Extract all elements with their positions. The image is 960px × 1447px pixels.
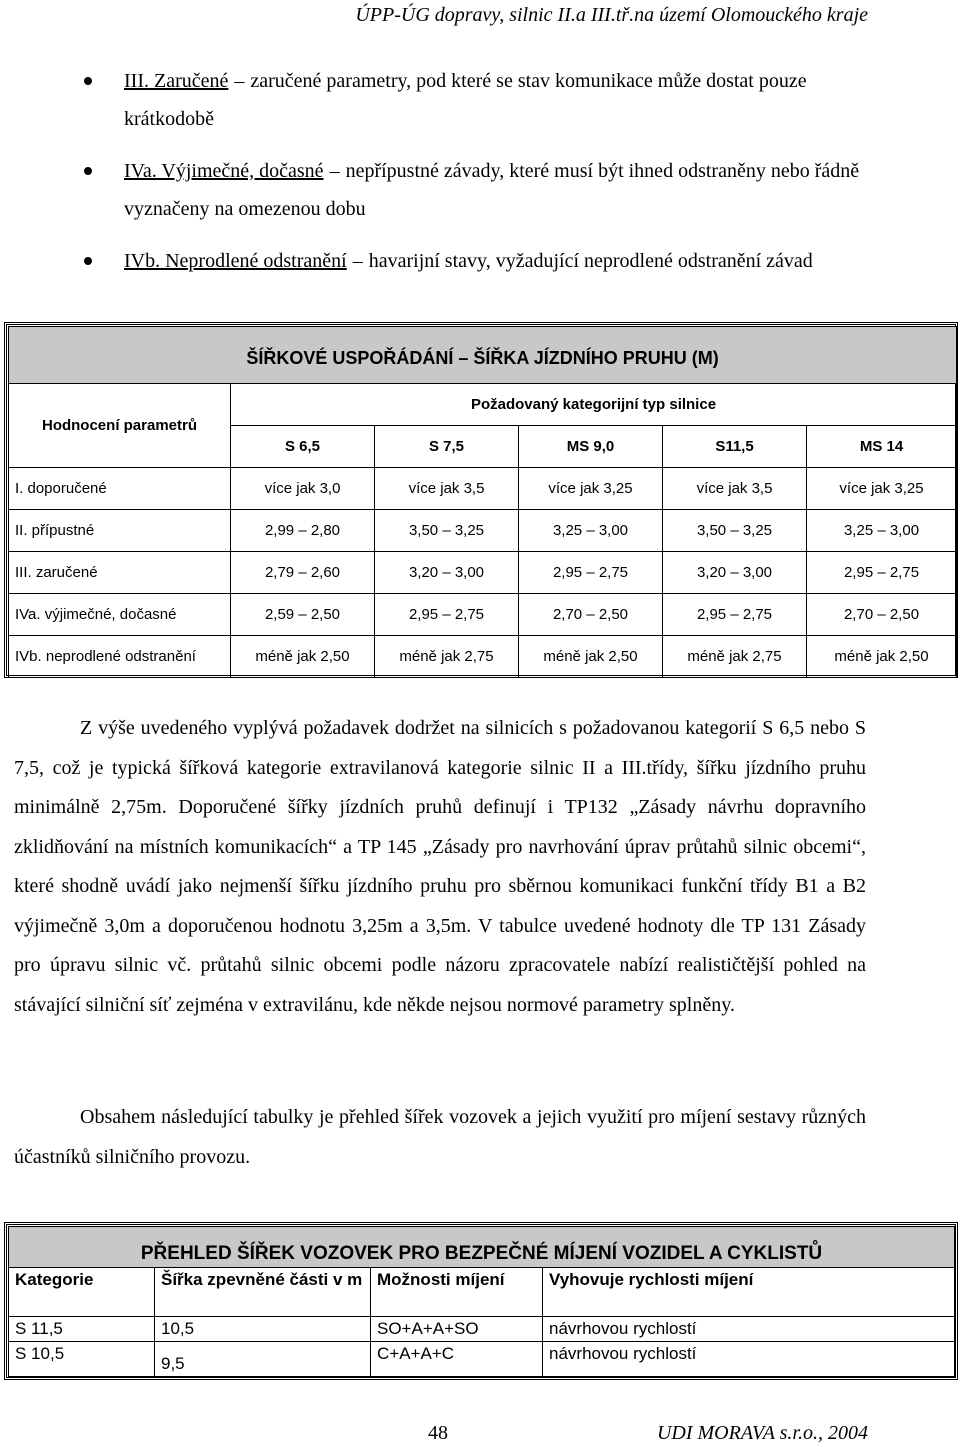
table1-cell: více jak 3,5 <box>375 468 519 510</box>
table2-cell: S 11,5 <box>9 1317 155 1342</box>
table-row <box>9 468 957 510</box>
table2-header: Možnosti míjení <box>371 1268 543 1317</box>
bullet-text: nepřípustné závady, které musí být ihned odstraněny nebo řádně vyznačeny na omezenou dobu <box>124 160 860 220</box>
footer-company: UDI MORAVA s.r.o., 2004 <box>656 1422 868 1444</box>
table2-cell: SO+A+A+SO <box>371 1317 543 1342</box>
table1-category: MS 9,0 <box>519 426 663 468</box>
bullet-dot-icon <box>84 257 92 265</box>
table2-cell: návrhovou rychlostí <box>543 1342 955 1377</box>
bullet-text: zaručené parametry, pod které se stav komunikace může dostat pouze krátkodobě <box>124 70 807 130</box>
bullet-label: IVa. Výjimečné, dočasné <box>124 160 324 182</box>
table2-cell: S 10,5 <box>9 1342 155 1377</box>
table1-cell: více jak 3,25 <box>519 468 663 510</box>
bullet-item: III. Zaručené – zaručené parametry, pod které se stav komunikace může dostat pouze krátkodobě <box>0 62 960 138</box>
bullet-item: IVa. Výjimečné, dočasné – nepřípustné závady, které musí být ihned odstraněny nebo řádně vyznačeny na omezenou dobu <box>0 152 960 228</box>
table1-row-label: IVa. výjimečné, dočasné <box>9 594 231 636</box>
table-row <box>9 510 957 552</box>
paragraph-requirements: Z výše uvedeného vyplývá požadavek dodržet na silnicích s požadovanou kategorií S 6,5 nebo S 7,5, což je typická šířková kategorie extravilanová kategorie silnic II a III.třídy, šířku jízdního pruhu minimálně 2,75m. Doporučené šířky jízdních pruhů definují i TP132 „Zásady návrhu dopravního zklidňování na místních komunikacích“ a TP 145 „Zásady pro navrhování úprav průtahů silnic obcemi“, které shodně uvádí jako nejmenší šířku jízdního pruhu pro sběrnou komunikaci funkční třídy B1 a B2 výjimečně 3,0m a doporučenou hodnotu 3,25m a 3,5m. V tabulce uvedené hodnoty dle TP 131 Zásady pro úpravu silnic vč. průtahů silnic obcemi podle názoru zpracovatele nabízí realističtější pohled na stávající silniční síť zejména v extravilánu, kde někde nejsou normové parametry splněny. <box>14 717 866 1016</box>
paragraph-intro-table2: Obsahem následující tabulky je přehled šířek vozovek a jejich využití pro míjení sestavy různých účastníků silničního provozu. <box>14 1106 866 1168</box>
table1-row-label: IVb. neprodlené odstranění <box>9 636 231 678</box>
table1-row-label: I. doporučené <box>9 468 231 510</box>
lane-width-table <box>8 326 957 678</box>
table1-cell: 2,70 – 2,50 <box>519 594 663 636</box>
bullet-dot-icon <box>84 77 92 85</box>
table1-cell: méně jak 2,50 <box>519 636 663 678</box>
table1-cell: 2,79 – 2,60 <box>231 552 375 594</box>
table1-cell: 3,20 – 3,00 <box>663 552 807 594</box>
bullet-label: IVb. Neprodlené odstranění <box>124 250 347 272</box>
table2-cell: C+A+A+C <box>371 1342 543 1377</box>
bullet-text: havarijní stavy, vyžadující neprodlené odstranění závad <box>368 250 813 272</box>
table-row <box>9 594 957 636</box>
table1-cell: 3,20 – 3,00 <box>375 552 519 594</box>
table1-group-header: Požadovaný kategorijní typ silnice <box>231 384 957 426</box>
table1-row-label: III. zaručené <box>9 552 231 594</box>
bullet-item: IVb. Neprodlené odstranění – havarijní stavy, vyžadující neprodlené odstranění závad <box>0 242 960 280</box>
table1-row-label: II. přípustné <box>9 510 231 552</box>
table1-cell: více jak 3,5 <box>663 468 807 510</box>
table-row <box>9 636 957 678</box>
table1-title: ŠÍŘKOVÉ USPOŘÁDÁNÍ – ŠÍŘKA JÍZDNÍHO PRUHU (M) <box>9 327 957 384</box>
table-row <box>9 1317 955 1342</box>
table1-cell: méně jak 2,50 <box>231 636 375 678</box>
bullet-list <box>0 62 960 294</box>
table1-cell: 2,70 – 2,50 <box>807 594 957 636</box>
table1-cell: 2,59 – 2,50 <box>231 594 375 636</box>
table1-category: S 7,5 <box>375 426 519 468</box>
table1-cell: 3,25 – 3,00 <box>519 510 663 552</box>
table1-category: S11,5 <box>663 426 807 468</box>
table2-header: Kategorie <box>9 1268 155 1317</box>
table-row <box>9 1342 955 1377</box>
table1-cell: 3,50 – 3,25 <box>663 510 807 552</box>
table2-cell: 9,5 <box>155 1342 371 1377</box>
table1-row-header: Hodnocení parametrů <box>9 384 231 468</box>
table2-cell: 10,5 <box>155 1317 371 1342</box>
table1-cell: 2,95 – 2,75 <box>519 552 663 594</box>
table1-cell: 2,99 – 2,80 <box>231 510 375 552</box>
page-number: 48 <box>428 1422 448 1444</box>
table-row <box>9 552 957 594</box>
table1-cell: více jak 3,0 <box>231 468 375 510</box>
table2-cell: návrhovou rychlostí <box>543 1317 955 1342</box>
road-width-table <box>8 1226 955 1377</box>
table1-cell: více jak 3,25 <box>807 468 957 510</box>
bullet-label: III. Zaručené <box>124 70 229 92</box>
table1-category: MS 14 <box>807 426 957 468</box>
table1-cell: 2,95 – 2,75 <box>375 594 519 636</box>
table1-cell: 3,25 – 3,00 <box>807 510 957 552</box>
table1-category: S 6,5 <box>231 426 375 468</box>
page-header: ÚPP-ÚG dopravy, silnic II.a III.tř.na území Olomouckého kraje <box>355 4 868 26</box>
table1-cell: 2,95 – 2,75 <box>663 594 807 636</box>
table2-title: PŘEHLED ŠÍŘEK VOZOVEK PRO BEZPEČNÉ MÍJENÍ VOZIDEL A CYKLISTŮ <box>9 1227 955 1268</box>
table1-cell: méně jak 2,75 <box>663 636 807 678</box>
bullet-dot-icon <box>84 167 92 175</box>
table1-cell: 2,95 – 2,75 <box>807 552 957 594</box>
table1-cell: méně jak 2,75 <box>375 636 519 678</box>
table2-header: Šířka zpevněné části v m <box>155 1268 371 1317</box>
table1-cell: 3,50 – 3,25 <box>375 510 519 552</box>
table2-header: Vyhovuje rychlosti míjení <box>543 1268 955 1317</box>
table1-cell: méně jak 2,50 <box>807 636 957 678</box>
